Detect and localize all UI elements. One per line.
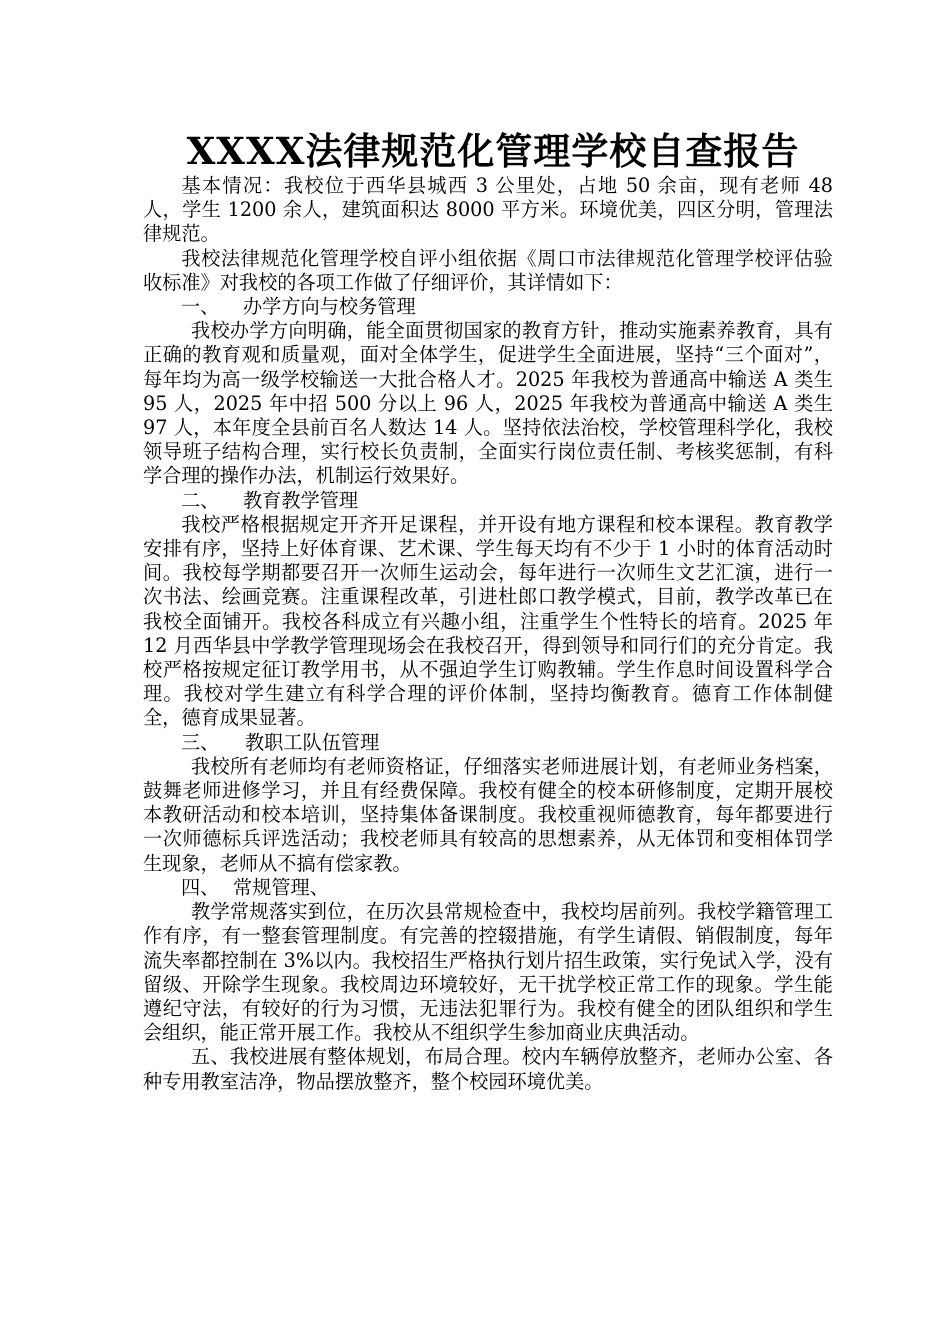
section-heading-text: 办学方向与校务管理 bbox=[243, 295, 416, 319]
section-heading-text: 教职工队伍管理 bbox=[245, 730, 380, 754]
section-paragraph: 教学常规落实到位，在历次县常规检查中，我校均居前列。我校学籍管理工作有序，有一整套管理制度。有完善的控辍措施，有学生请假、销假制度，每年流失率都控制在 3%以内。我校招生严格执行划片招生政策，实行免试入学，没有留级、开除学生现象。我校周边环境较好，无干扰学校正常工作的现象。学生能遵纪守法，有较好的行为习惯，无违法犯罪行为。我校有健全的团队组织和学生会组织，能正常开展工作。我校从不组织学生参加商业庆典活动。 bbox=[143, 900, 833, 1045]
section-number: 二、 bbox=[181, 488, 220, 512]
section-paragraph: 我校所有老师均有老师资格证，仔细落实老师进展计划，有老师业务档案，鼓舞老师进修学习，并且有经费保障。我校有健全的校本研修制度，定期开展校本教研活动和校本培训，坚持集体备课制度。我校重视师德教育，每年都要进行一次师德标兵评选活动；我校老师具有较高的思想素养，从无体罚和变相体罚学生现象，老师从不搞有偿家教。 bbox=[143, 754, 833, 875]
intro-paragraph: 我校法律规范化管理学校自评小组依据《周口市法律规范化管理学校评估验收标准》对我校的各项工作做了仔细评价，其详情如下： bbox=[143, 246, 833, 294]
intro-paragraph: 基本情况：我校位于西华县城西 3 公里处，占地 50 余亩，现有老师 48 人，学生 1200 余人，建筑面积达 8000 平方米。环境优美，四区分明，管理法律规范。 bbox=[143, 174, 833, 246]
document-title: XXXX法律规范化管理学校自查报告 bbox=[186, 129, 800, 173]
section-number: 一、 bbox=[181, 295, 220, 319]
section-heading-text: 教育教学管理 bbox=[243, 488, 359, 512]
section-heading bbox=[143, 731, 833, 755]
section-heading bbox=[143, 295, 833, 319]
section-number: 四、 bbox=[181, 875, 220, 899]
section-paragraph: 我校严格根据规定开齐开足课程，并开设有地方课程和校本课程。教育教学安排有序，坚持上好体育课、艺术课、学生每天均有不少于 1 小时的体育活动时间。我校每学期都要召开一次师生运动会，每年进行一次师生文艺汇演，进行一次书法、绘画竞赛。注重课程改革，引进杜郎口教学模式，目前，教学改革已在我校全面铺开。我校各科成立有兴趣小组，注重学生个性特长的培育。2025 年 12 月西华县中学教学管理现场会在我校召开，得到领导和同行们的充分肯定。我校严格按规定征订教学用书，从不强迫学生订购教辅。学生作息时间设置科学合理。我校对学生建立有科学合理的评价体制，坚持均衡教育。德育工作体制健全，德育成果显著。 bbox=[143, 512, 833, 730]
section-heading bbox=[143, 489, 833, 513]
closing-paragraph: 五、我校进展有整体规划，布局合理。校内车辆停放整齐，老师办公室、各种专用教室洁净，物品摆放整齐，整个校园环境优美。 bbox=[143, 1045, 833, 1093]
section-heading bbox=[143, 876, 833, 900]
section-heading-text: 常规管理、 bbox=[233, 875, 329, 899]
section-number: 三、 bbox=[181, 730, 220, 754]
section-paragraph: 我校办学方向明确，能全面贯彻国家的教育方针，推动实施素养教育，具有正确的教育观和质量观，面对全体学生，促进学生全面进展，坚持“三个面对”，每年均为高一级学校输送一大批合格人才。2025 年我校为普通高中输送 A 类生 95 人，2025 年中招 500 分以上 96 人，2025 年我校为普通高中输送 A 类生 97 人，本年度全县前百名人数达 14 人。坚持依法治校，学校管理科学化，我校领导班子结构合理，实行校长负责制，全面实行岗位责任制、考核奖惩制，有科学合理的操作办法，机制运行效果好。 bbox=[143, 319, 833, 488]
document-body bbox=[143, 174, 833, 1094]
